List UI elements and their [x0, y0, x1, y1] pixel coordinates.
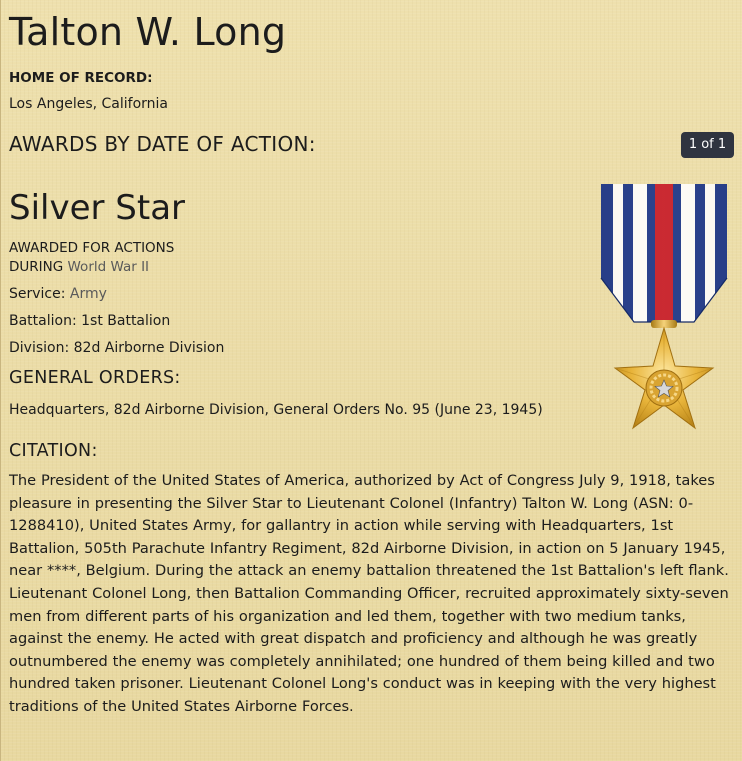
citation-heading: CITATION:: [9, 441, 98, 461]
awarded-for-label: AWARDED FOR ACTIONS: [9, 240, 175, 256]
home-of-record-value: Los Angeles, California: [9, 96, 168, 112]
general-orders-heading: GENERAL ORDERS:: [9, 368, 181, 388]
awarded-during-line: [9, 259, 149, 275]
award-title: Silver Star: [9, 188, 186, 228]
awarded-during-label: DURING: [9, 259, 64, 275]
service-field: [9, 286, 107, 302]
award-pager-badge: 1 of 1: [681, 132, 734, 158]
general-orders-text: Headquarters, 82d Airborne Division, General Orders No. 95 (June 23, 1945): [9, 402, 543, 418]
home-of-record-label: HOME OF RECORD:: [9, 70, 153, 86]
citation-text: The President of the United States of America, authorized by Act of Congress July 9, 1918, takes pleasure in presenting the Silver Star to Lieutenant Colonel (Infantry) Talton W. Long (ASN: 0-1288410), United States Army, for gallantry in action while serving with Headquarters, 1st Battalion, 505th Parachute Infantry Regiment, 82d Airborne Division, in action on 5 January 1945, near ****, Belgium. During the attack an enemy battalion threatened the 1st Battalion's left flank. Lieutenant Colonel Long, then Battalion Commanding Officer, recruited approximately sixty-seven men from different parts of his organization and led them, together with two medium tanks, against the enemy. He acted with great dispatch and proficiency and although he was greatly outnumbered the enemy was completely annihilated; one hundred of them being killed and two hundred taken prisoner. Lieutenant Colonel Long's conduct was in keeping with the very highest traditions of the United States Airborne Forces.: [9, 472, 729, 715]
silver-star-medal-icon: [597, 182, 737, 462]
battalion-field: Battalion: 1st Battalion: [9, 313, 171, 329]
person-name: Talton W. Long: [9, 10, 287, 54]
service-label: Service:: [9, 286, 66, 302]
conflict-value: World War II: [67, 259, 150, 275]
service-value: Army: [69, 286, 107, 302]
division-field: Division: 82d Airborne Division: [9, 340, 225, 356]
awards-heading: AWARDS BY DATE OF ACTION:: [9, 132, 316, 156]
